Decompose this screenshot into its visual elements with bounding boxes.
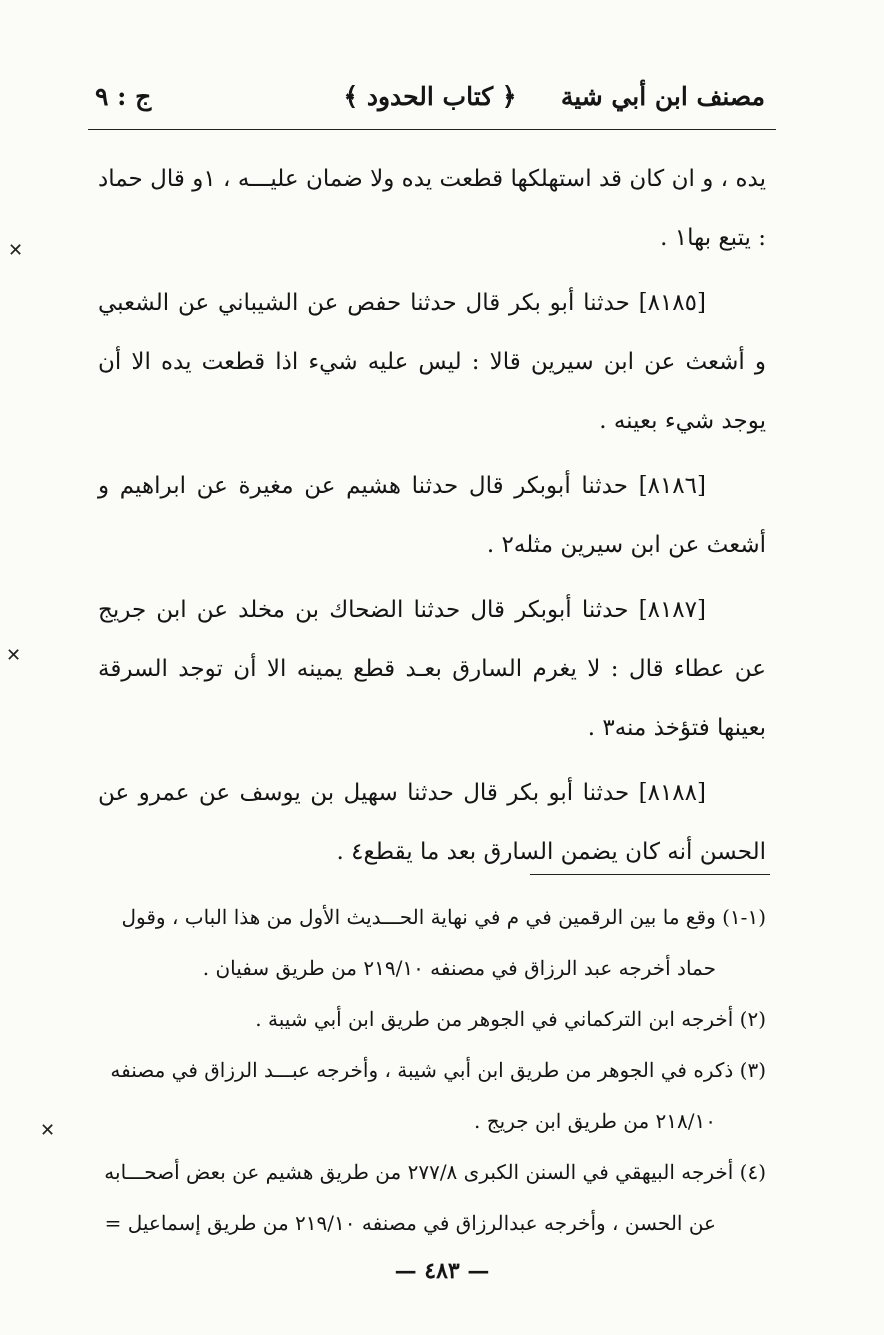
chapter-title: ﴿ كتاب الحدود ﴾ [343, 82, 517, 111]
footnote-3-continuation: ٢١٨/١٠ من طريق ابن جريج . [474, 1109, 716, 1133]
hadith-8186: [٨١٨٦] حدثنا أبوبكر قال حدثنا هشيم عن مغيرة عن ابراهيم و أشعث عن ابن سيرين مثله٢ . [98, 473, 766, 558]
footnote-3: (٣) ذكره في الجوهر من طريق ابن أبي شيبة ، وأخرجه عبـــد الرزاق في مصنفه [110, 1058, 766, 1082]
footnote-1-continuation: حماد أخرجه عبد الرزاق في مصنفه ٢١٩/١٠ من طريق سفيان . [202, 956, 716, 980]
footnote-4: (٤) أخرجه البيهقي في السنن الكبرى ٢٧٧/٨ من طريق هشيم عن بعض أصحـــابه [104, 1160, 766, 1184]
header-rule [88, 129, 776, 130]
scan-mark: ✕ [8, 240, 24, 261]
footnotes [100, 892, 766, 1249]
footnote-1: (١-١) وقع ما بين الرقمين في م في نهاية الحـــديث الأول من هذا الباب ، وقول [121, 905, 766, 929]
volume-number: ج : ٩ [95, 82, 152, 111]
scan-mark: ✕ [40, 1120, 56, 1141]
main-text [98, 150, 766, 882]
continuation-paragraph: يده ، و ان كان قد استهلكها قطعت يده ولا ضمان عليـــه ، ١و قال حماد : يتبع بها١ . [98, 166, 766, 251]
footnote-4-continuation: عن الحسن ، وأخرجه عبدالرزاق في مصنفه ٢١٩/١٠ من طريق إسماعيل = [104, 1211, 716, 1235]
running-header [95, 82, 765, 126]
book-title: مصنف ابن أبي شية [560, 82, 765, 111]
page-number: — ٤٨٣ — [394, 1258, 490, 1284]
hadith-8188: [٨١٨٨] حدثنا أبو بكر قال حدثنا سهيل بن يوسف عن عمرو عن الحسن أنه كان يضمن السارق بعد ما يقطع٤ . [98, 780, 766, 865]
footnote-rule [530, 874, 770, 875]
hadith-8185: [٨١٨٥] حدثنا أبو بكر قال حدثنا حفص عن الشيباني عن الشعبي و أشعث عن ابن سيرين قالا : ليس عليه شيء اذا قطعت يده الا أن يوجد شيء بعينه . [98, 290, 766, 434]
scan-mark: ✕ [6, 645, 22, 666]
footnote-2: (٢) أخرجه ابن التركماني في الجوهر من طريق ابن أبي شيبة . [255, 1007, 766, 1031]
hadith-8187: [٨١٨٧] حدثنا أبوبكر قال حدثنا الضحاك بن مخلد عن ابن جريج عن عطاء قال : لا يغرم السارق بعـد قطع يمينه الا أن توجد السرقة بعينها فتؤخذ منه٣ . [98, 597, 766, 741]
